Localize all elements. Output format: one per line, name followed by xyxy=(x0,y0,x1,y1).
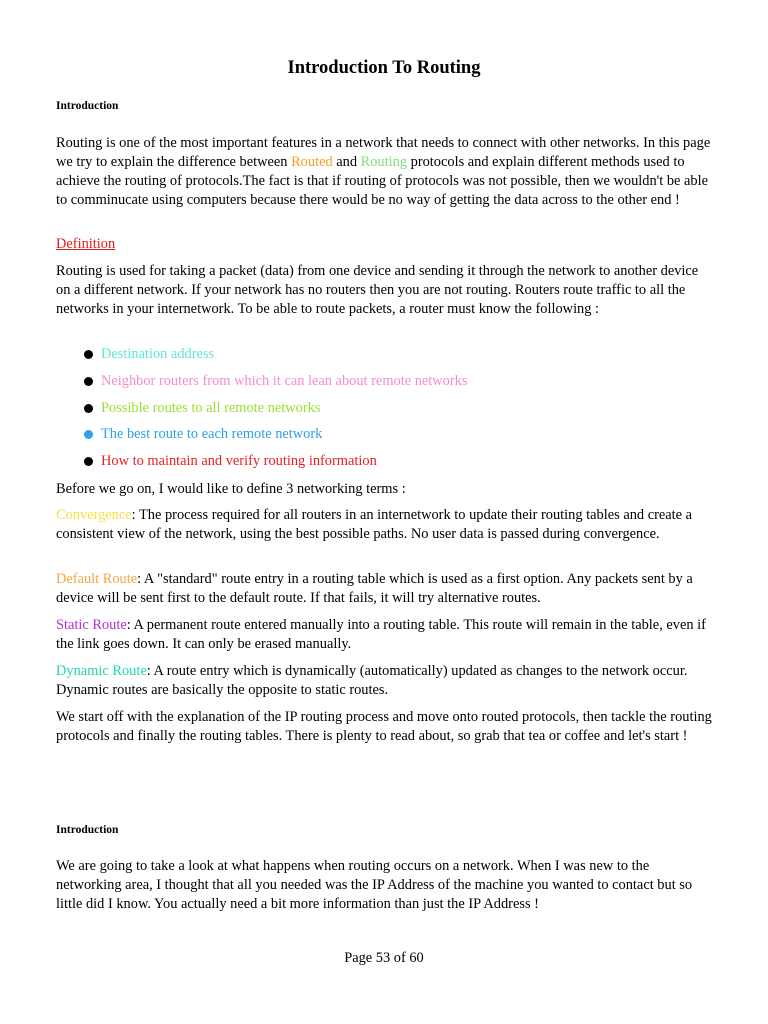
term-definition xyxy=(56,506,712,544)
term-definition xyxy=(56,616,712,654)
terms-intro: Before we go on, I would like to define 3 networking terms : xyxy=(56,481,406,497)
section2-paragraph: We are going to take a look at what happens when routing occurs on a network. When I was new to the networking area, I thought that all you needed was the IP Address of the machine you wanted to contact but so little did I know. You actually need a bit more information than just the IP Address ! xyxy=(56,858,693,912)
section-heading-introduction-2: Introduction xyxy=(56,824,119,836)
term-description: : The process required for all routers in an internetwork to update their routing tables and create a consistent view of the network, using the best possible paths. No user data is passed during convergence. xyxy=(56,507,693,542)
intro-text-end: protocols and explain different methods used to achieve the routing of protocols.The fact is that if routing of protocols was not possible, then we wouldn't be able to comminucate using computers because there would be no way of getting the data across to the other end ! xyxy=(56,154,709,208)
bullet-text: Neighbor routers from which it can lean about remote networks xyxy=(101,372,468,389)
closing-paragraph: We start off with the explanation of the IP routing process and move onto routed protocols, then tackle the routing protocols and finally the routing tables. There is plenty to read about, so grab that tea or coffee and let's start ! xyxy=(56,709,712,744)
intro-paragraph xyxy=(56,134,712,210)
requirements-list xyxy=(56,345,712,479)
term-description: : A "standard" route entry in a routing table which is used as a first option. Any packets sent by a device will be sent first to the default route. If that fails, it will try alternative routes. xyxy=(56,571,693,606)
bullet-dot-icon xyxy=(84,430,93,439)
section-heading-introduction: Introduction xyxy=(56,100,119,112)
list-item xyxy=(56,425,712,452)
bullet-dot-icon xyxy=(84,377,93,386)
routing-term: Routing xyxy=(360,154,408,170)
bullet-text: Possible routes to all remote networks xyxy=(101,399,321,416)
bullet-text: The best route to each remote network xyxy=(101,426,323,443)
bullet-dot-icon xyxy=(84,350,93,359)
bullet-text: Destination address xyxy=(101,346,215,362)
intro-text-start: Routing is one of the most important features in a network that needs to connect with other networks. In this page we try to explain the difference between xyxy=(56,135,711,170)
term-name: Dynamic Route xyxy=(56,663,147,679)
list-item xyxy=(56,372,712,399)
and-text: and xyxy=(332,154,361,170)
term-definition xyxy=(56,662,712,700)
term-description: : A permanent route entered manually into a routing table. This route will remain in the table, even if the link goes down. It can only be erased manually. xyxy=(56,617,706,652)
page-title: Introduction To Routing xyxy=(287,58,481,78)
list-item xyxy=(56,452,712,479)
bullet-dot-icon xyxy=(84,457,93,466)
term-name: Default Route xyxy=(56,571,138,587)
definition-paragraph: Routing is used for taking a packet (data) from one device and sending it through the network to another device on a different network. If your network has no routers then you are not routing. Routers route traffic to all the networks in your internetwork. To be able to route packets, a router must know the following : xyxy=(56,263,699,317)
page-number: Page 53 of 60 xyxy=(344,950,424,966)
term-definition xyxy=(56,570,712,608)
bullet-dot-icon xyxy=(84,404,93,413)
list-item xyxy=(56,399,712,426)
term-description: : A route entry which is dynamically (automatically) updated as changes to the network occur. Dynamic routes are basically the opposite to static routes. xyxy=(56,663,688,698)
routed-term: Routed xyxy=(291,154,333,170)
list-item xyxy=(56,345,712,372)
term-name: Convergence xyxy=(56,507,132,523)
bullet-text: How to maintain and verify routing information xyxy=(101,453,377,470)
term-name: Static Route xyxy=(56,617,127,633)
definition-heading: Definition xyxy=(56,236,116,252)
